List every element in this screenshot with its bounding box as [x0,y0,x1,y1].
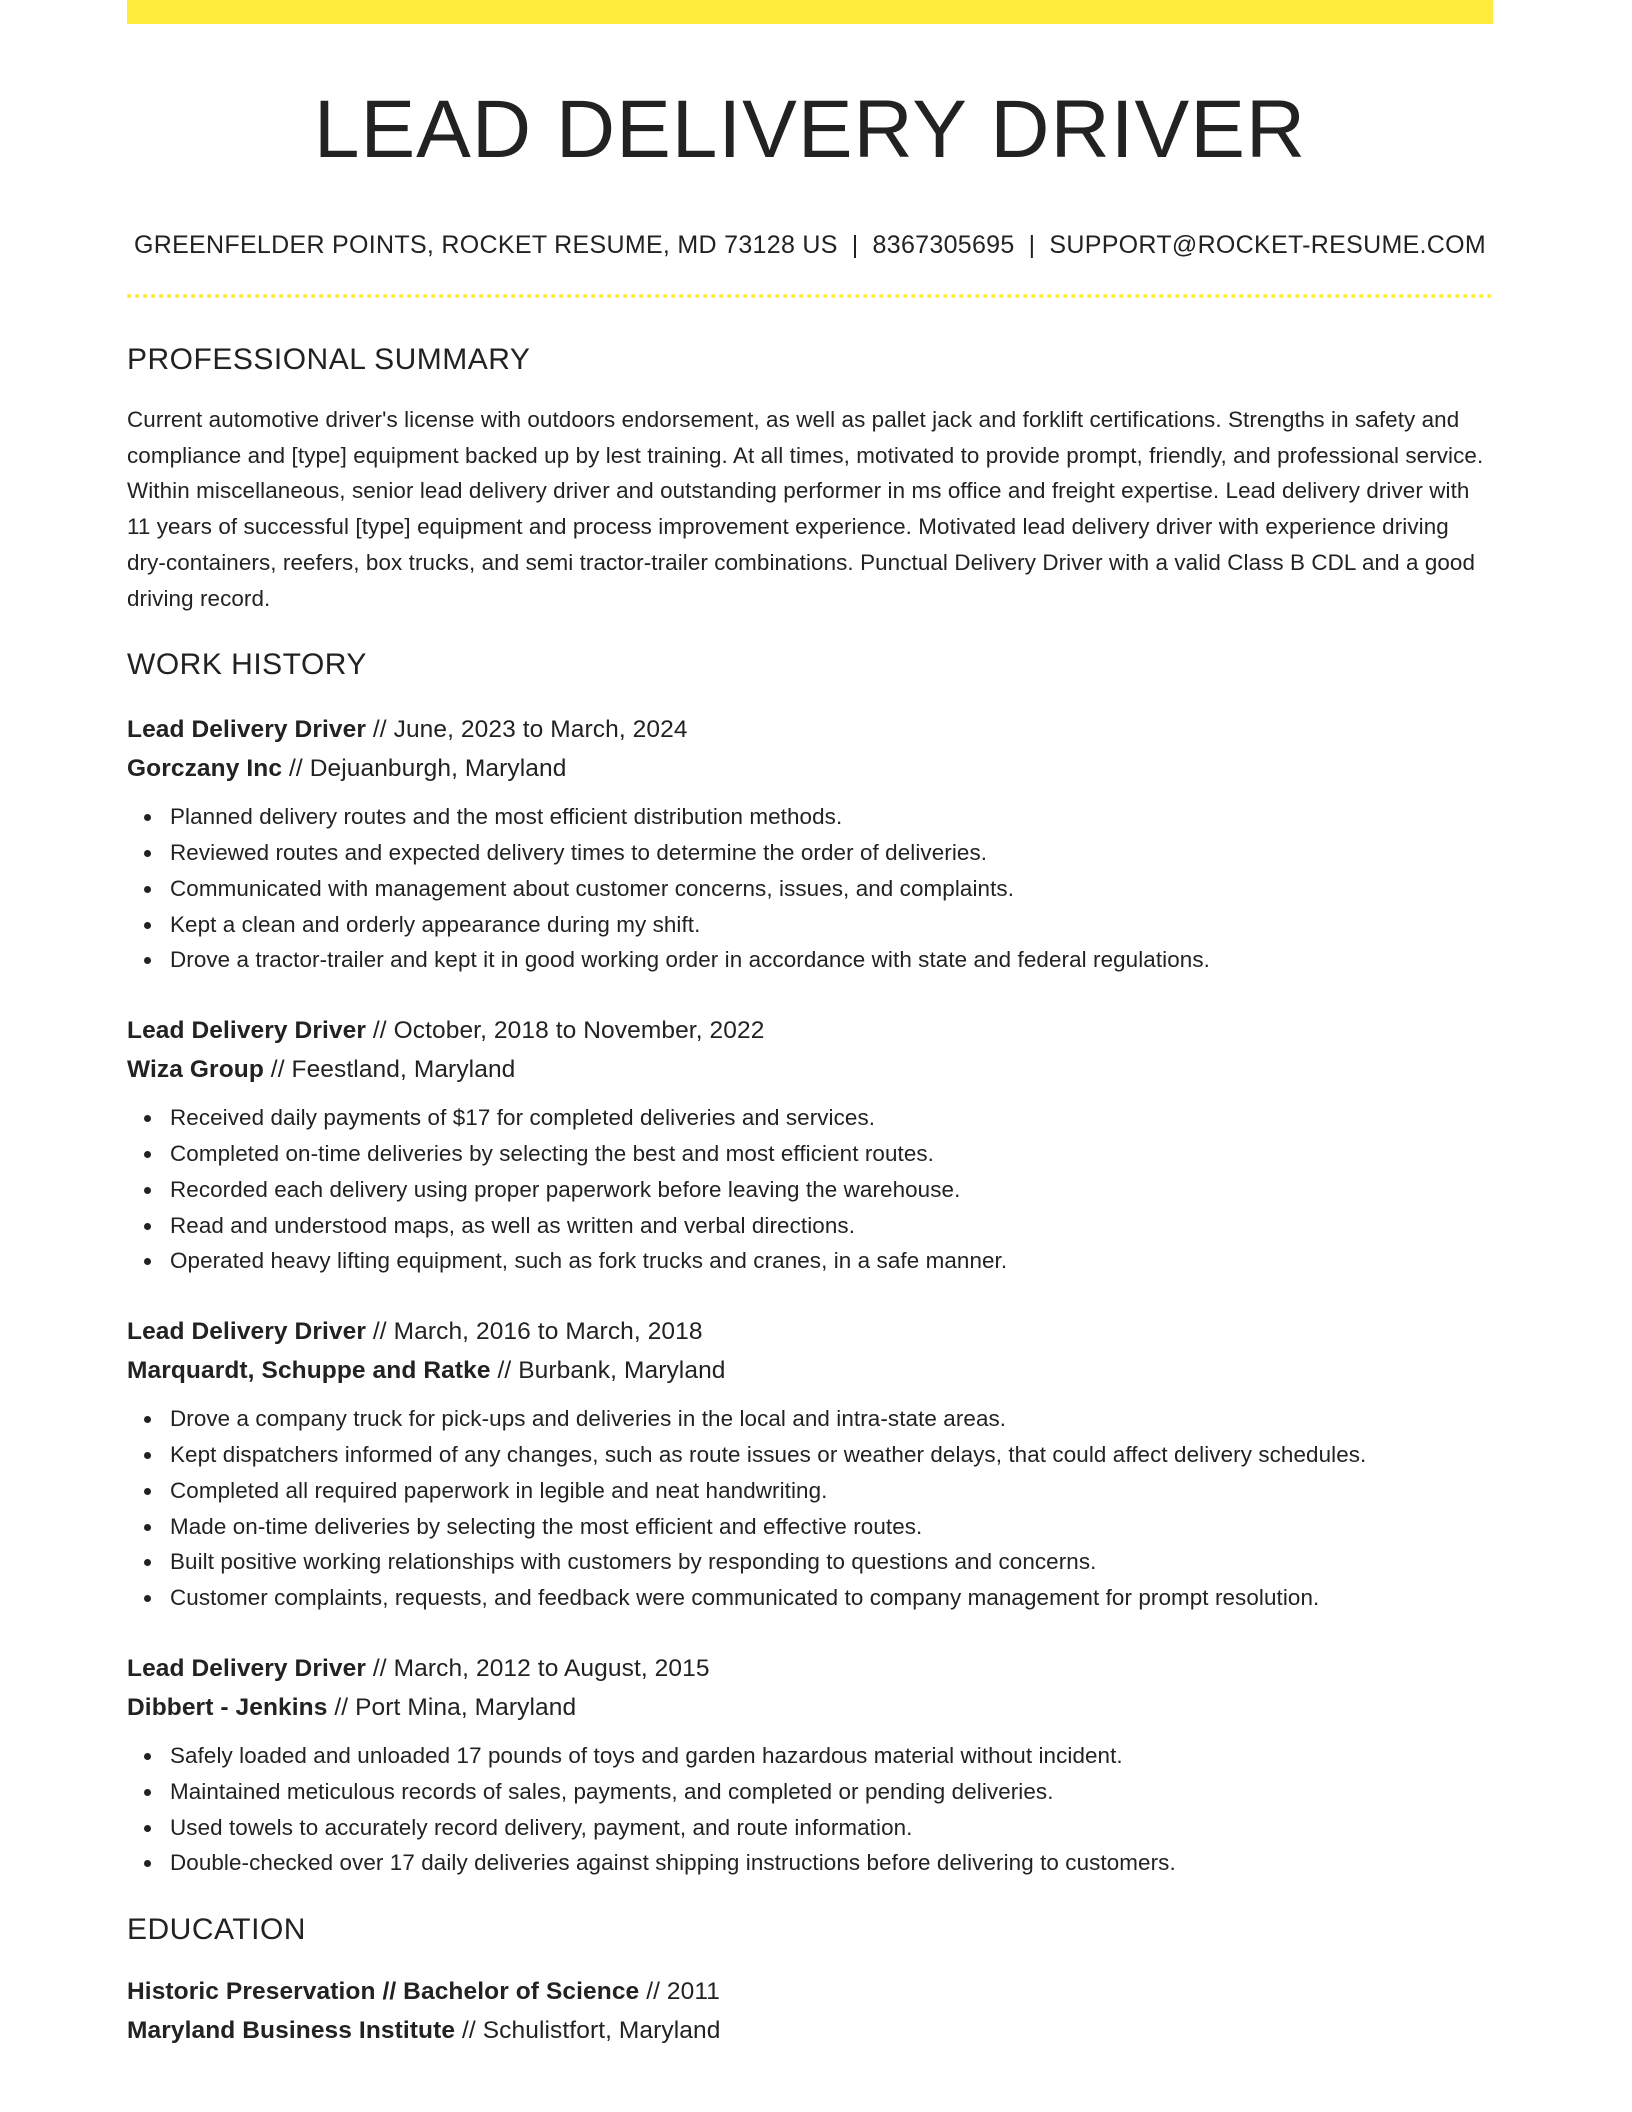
job-company: Gorczany Inc [127,755,283,783]
contact-phone: 8367305695 [872,231,1015,259]
job-title: Lead Delivery Driver [127,1017,366,1045]
job-entry [127,1011,1493,1279]
job-title: Lead Delivery Driver [127,1318,366,1346]
list-item: Maintained meticulous records of sales, payments, and completed or pending deliveries. [170,1774,1493,1810]
contact-email: SUPPORT@ROCKET-RESUME.COM [1049,231,1487,259]
professional-summary-section [127,340,1493,616]
accent-top-bar [127,0,1493,24]
list-item: Planned delivery routes and the most efficient distribution methods. [170,799,1493,835]
education-section [127,1910,1493,2050]
job-company: Wiza Group [127,1056,264,1084]
job-title: Lead Delivery Driver [127,716,366,744]
list-item: Kept dispatchers informed of any changes, such as route issues or weather delays, that could affect delivery schedules. [170,1437,1493,1473]
job-location: // Port Mina, Maryland [327,1693,577,1721]
job-entry [127,710,1493,978]
contact-separator: | [1028,231,1036,259]
contact-line [127,228,1493,262]
job-location: // Feestland, Maryland [263,1056,516,1084]
section-heading-work: WORK HISTORY [127,648,367,682]
education-school-line [127,2011,1493,2050]
list-item: Drove a company truck for pick-ups and deliveries in the local and intra-state areas. [170,1401,1493,1437]
list-item: Recorded each delivery using proper paperwork before leaving the warehouse. [170,1172,1493,1208]
job-dates: // March, 2012 to August, 2015 [365,1654,710,1682]
education-location: // Schulistfort, Maryland [455,2017,721,2045]
job-title-line [127,710,1493,749]
list-item: Completed all required paperwork in legible and neat handwriting. [170,1473,1493,1509]
contact-address: GREENFELDER POINTS, ROCKET RESUME, MD 73128 US [133,231,838,259]
list-item: Customer complaints, requests, and feedback were communicated to company management for prompt resolution. [170,1580,1493,1616]
job-company-line [127,1351,1493,1390]
work-history-section [127,645,1493,1881]
list-item: Completed on-time deliveries by selecting the best and most efficient routes. [170,1136,1493,1172]
list-item: Built positive working relationships with customers by responding to questions and concerns. [170,1544,1493,1580]
job-company: Dibbert - Jenkins [127,1693,328,1721]
job-bullet-list [127,1100,1493,1279]
job-location: // Dejuanburgh, Maryland [282,755,567,783]
job-title-line [127,1312,1493,1351]
job-location: // Burbank, Maryland [490,1357,726,1385]
dotted-divider [127,294,1493,298]
job-dates: // March, 2016 to March, 2018 [365,1318,703,1346]
job-dates: // June, 2023 to March, 2024 [365,716,688,744]
job-title-line [127,1011,1493,1050]
summary-paragraph: Current automotive driver's license with outdoors endorsement, as well as pallet jack and forklift certifications. Strengths in safety and compliance and [type] equipment backed up by lest training. At all times, motivated to provide prompt, friendly, and professional service. Within miscellaneous, senior lead delivery driver and outstanding performer in ms office and freight expertise. Lead delivery driver with 11 years of successful [type] equipment and process improvement experience. Motivated lead delivery driver with experience driving dry-containers, reefers, box trucks, and semi tractor-trailer combinations. Punctual Delivery Driver with a valid Class B CDL and a good driving record. [127,407,1484,611]
job-company-line [127,1688,1493,1727]
job-company-line [127,1050,1493,1089]
list-item: Safely loaded and unloaded 17 pounds of toys and garden hazardous material without incident. [170,1738,1493,1774]
education-year: // 2011 [639,1978,721,2006]
section-heading-education: EDUCATION [127,1913,306,1947]
list-item: Reviewed routes and expected delivery times to determine the order of deliveries. [170,835,1493,871]
resume-title: LEAD DELIVERY DRIVER [313,84,1307,175]
list-item: Communicated with management about customer concerns, issues, and complaints. [170,871,1493,907]
list-item: Made on-time deliveries by selecting the most efficient and effective routes. [170,1509,1493,1545]
list-item: Operated heavy lifting equipment, such as fork trucks and cranes, in a safe manner. [170,1243,1493,1279]
resume-page [127,0,1493,2050]
job-entry [127,1649,1493,1881]
list-item: Used towels to accurately record delivery, payment, and route information. [170,1810,1493,1846]
section-heading-summary: PROFESSIONAL SUMMARY [127,343,531,376]
job-company-line [127,749,1493,788]
list-item: Received daily payments of $17 for completed deliveries and services. [170,1100,1493,1136]
job-dates: // October, 2018 to November, 2022 [365,1017,765,1045]
job-bullet-list [127,799,1493,978]
education-school: Maryland Business Institute [127,2017,456,2045]
job-title-line [127,1649,1493,1688]
list-item: Read and understood maps, as well as written and verbal directions. [170,1208,1493,1244]
job-entry [127,1312,1493,1616]
list-item: Double-checked over 17 daily deliveries against shipping instructions before delivering to customers. [170,1845,1493,1881]
job-company: Marquardt, Schuppe and Ratke [127,1357,491,1385]
job-bullet-list [127,1738,1493,1881]
job-bullet-list [127,1401,1493,1616]
list-item: Drove a tractor-trailer and kept it in good working order in accordance with state and federal regulations. [170,942,1493,978]
contact-separator: | [851,231,859,259]
education-degree-line [127,1972,1493,2011]
education-degree: Historic Preservation // Bachelor of Science [127,1978,640,2006]
list-item: Kept a clean and orderly appearance during my shift. [170,907,1493,943]
education-entry [127,1972,1493,2050]
job-title: Lead Delivery Driver [127,1654,366,1682]
